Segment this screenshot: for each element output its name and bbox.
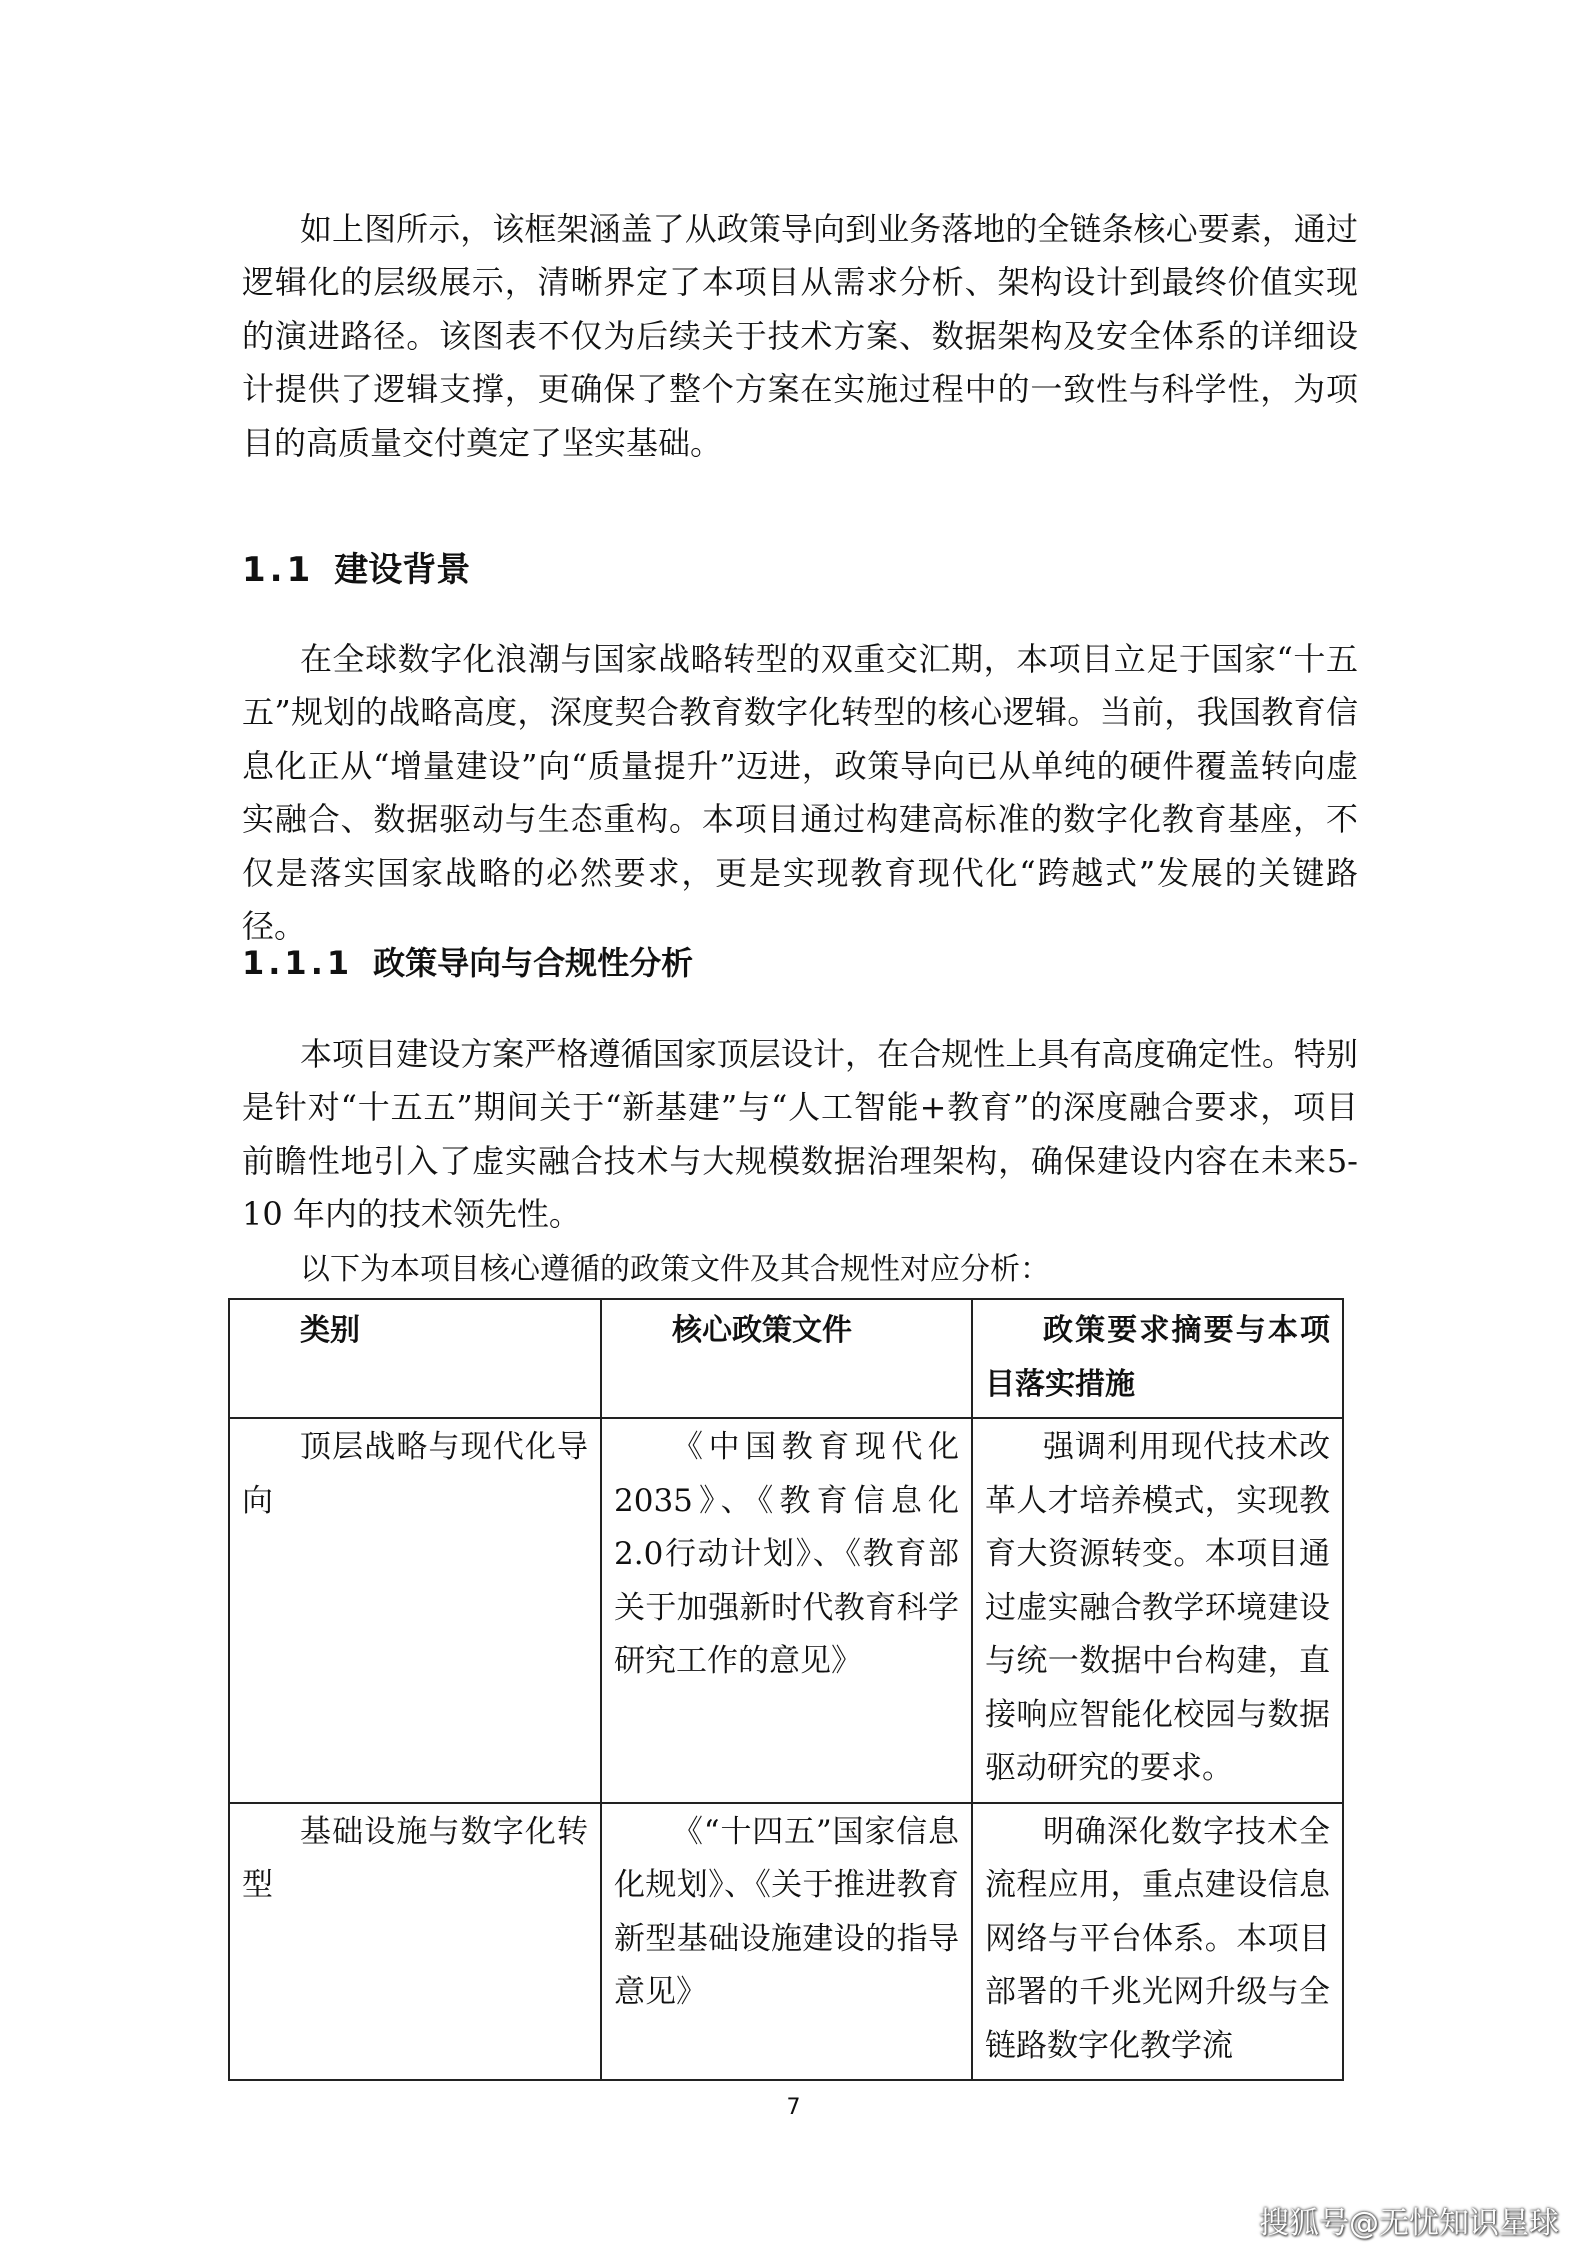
header-summary: 政策要求摘要与本项目落实措施	[972, 1299, 1343, 1418]
subsection-heading-policy	[242, 938, 693, 984]
subsection-number: 1.1.1	[242, 944, 354, 982]
watermark: 搜狐号@无忧知识星球	[1259, 2206, 1559, 2241]
subsection-title: 政策导向与合规性分析	[373, 944, 694, 982]
policy-table	[228, 1298, 1344, 2081]
cell-category: 基础设施与数字化转型	[229, 1803, 601, 2081]
page-number: 7	[786, 2095, 801, 2120]
cell-category: 顶层战略与现代化导向	[229, 1418, 601, 1803]
paragraph-background: 在全球数字化浪潮与国家战略转型的双重交汇期，本项目立足于国家“十五五”规划的战略高度，深度契合教育数字化转型的核心逻辑。当前，我国教育信息化正从“增量建设”向“质量提升”迈进，政策导向已从单纯的硬件覆盖转向虚实融合、数据驱动与生态重构。本项目通过构建高标准的数字化教育基座，不仅是落实国家战略的必然要求，更是实现教育现代化“跨越式”发展的关键路径。	[242, 640, 1358, 946]
paragraph-policy-compliance: 本项目建设方案严格遵循国家顶层设计，在合规性上具有高度确定性。特别是针对“十五五”期间关于“新基建”与“人工智能+教育”的深度融合要求，项目前瞻性地引入了虚实融合技术与大规模数据治理架构，确保建设内容在未来5-10 年内的技术领先性。	[242, 1035, 1358, 1234]
section-heading-background	[242, 542, 470, 591]
paragraph-framework-summary: 如上图所示，该框架涵盖了从政策导向到业务落地的全链条核心要素，通过逻辑化的层级展示，清晰界定了本项目从需求分析、架构设计到最终价值实现的演进路径。该图表不仅为后续关于技术方案、数据架构及安全体系的详细设计提供了逻辑支撑，更确保了整个方案在实施过程中的一致性与科学性，为项目的高质量交付奠定了坚实基础。	[242, 210, 1358, 462]
section-title: 建设背景	[334, 550, 471, 590]
cell-summary: 明确深化数字技术全流程应用，重点建设信息网络与平台体系。本项目部署的千兆光网升级与全链路数字化教学流	[972, 1803, 1343, 2081]
header-category: 类别	[229, 1299, 601, 1418]
section-number: 1.1	[242, 550, 315, 590]
table-row	[229, 1803, 1343, 2081]
table-intro: 以下为本项目核心遵循的政策文件及其合规性对应分析：	[300, 1252, 1050, 1287]
table-row	[229, 1418, 1343, 1803]
cell-documents: 《中国教育现代化2035》、《教育信息化2.0行动计划》、《教育部关于加强新时代教育科学研究工作的意见》	[601, 1418, 972, 1803]
cell-documents: 《“十四五”国家信息化规划》、《关于推进教育新型基础设施建设的指导意见》	[601, 1803, 972, 2081]
table-header-row	[229, 1299, 1343, 1418]
header-documents: 核心政策文件	[601, 1299, 972, 1418]
cell-summary: 强调利用现代技术改革人才培养模式，实现教育大资源转变。本项目通过虚实融合教学环境建设与统一数据中台构建，直接响应智能化校园与数据驱动研究的要求。	[972, 1418, 1343, 1803]
